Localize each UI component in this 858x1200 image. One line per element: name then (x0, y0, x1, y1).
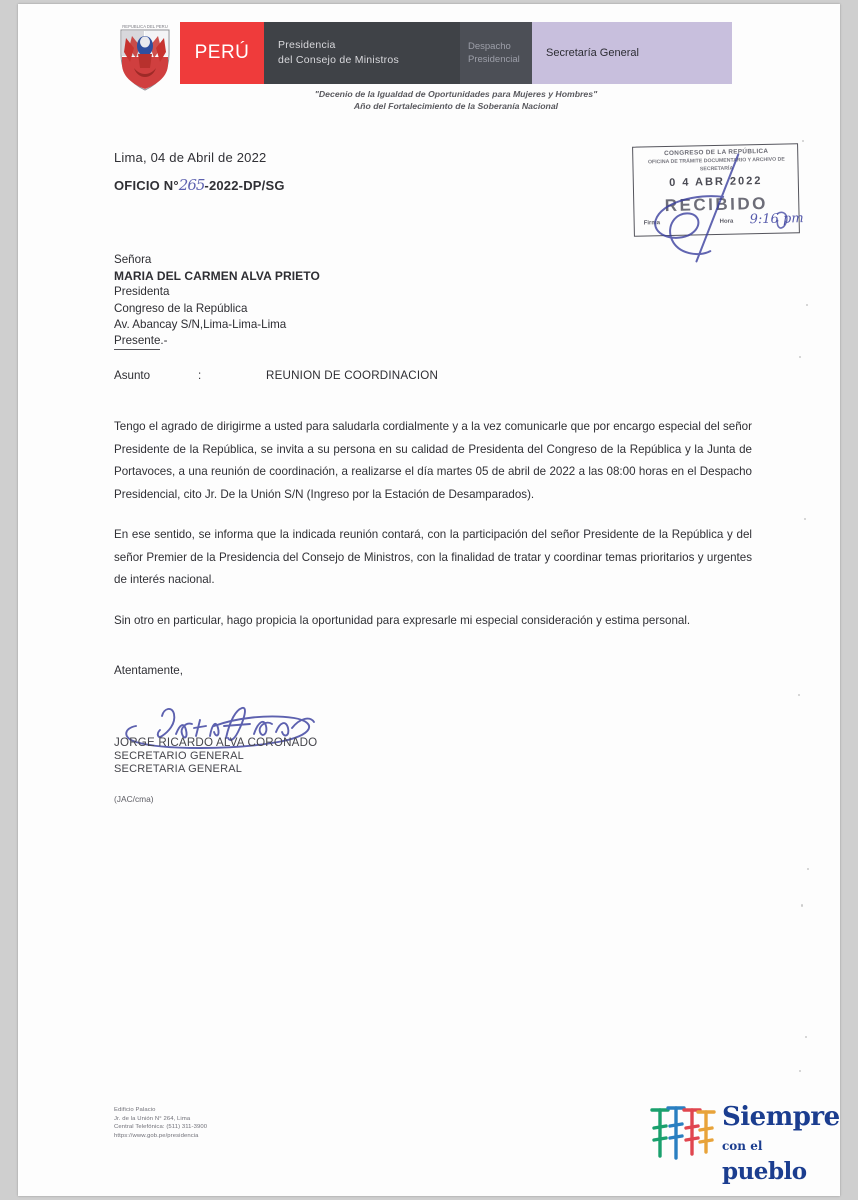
scan-speck (806, 304, 808, 306)
secretaria-general-label: Secretaría General (546, 47, 639, 59)
slogan-line-2: Año del Fortalecimiento de la Soberanía Nacional (353, 101, 559, 111)
logo-wordmark (722, 1104, 840, 1184)
stamp-status-recibido: RECIBIDO (664, 193, 769, 216)
signer-identity (114, 736, 317, 777)
addressee-address: Av. Abancay S/N,Lima-Lima-Lima (114, 317, 287, 331)
body-paragraph-1: Tengo el agrado de dirigirme a usted para saludarla cordialmente y a la vez comunicarle que por encargo especial del señor Presidente de la República, se invita a su persona en su calidad de Presidenta del Congreso de la República y la Junta de Portavoces, a una reunión de coordinación, a realizarse el día martes 05 de abril de 2022 a las 08:00 horas en el Despacho Presidencial, cito Jr. De la Unión S/N (Ingreso por la Estación de Desamparados). (114, 420, 752, 501)
siempre-con-el-pueblo-logo (646, 1096, 840, 1185)
signer-title-2: SECRETARIA GENERAL (114, 763, 243, 776)
subject-line (114, 369, 674, 382)
brand-pcm-block (264, 22, 460, 84)
oficio-suffix: -2022-DP/SG (204, 178, 285, 193)
body-paragraph-3: Sin otro en particular, hago propicia la oportunidad para expresarle mi especial consideración y estima personal. (114, 613, 691, 627)
signer-name: JORGE RICARDO ALVA CORONADO (114, 736, 318, 749)
footer-line-3: Central Telefónica: (511) 311-3900 (114, 1124, 208, 1131)
brand-peru-label: PERÚ (194, 42, 250, 63)
document-page (18, 4, 840, 1196)
logo-strokes-icon (648, 1102, 718, 1164)
subject-colon: : (198, 369, 202, 382)
letter-body (114, 416, 752, 650)
addressee-institution: Congreso de la República (114, 301, 248, 315)
reception-stamp (626, 141, 805, 240)
signature-block (114, 698, 494, 818)
date-and-reference (114, 150, 285, 194)
scan-speck (798, 694, 800, 696)
valediction: Atentamente, (114, 664, 183, 677)
oficio-number-handwritten: 265 (178, 176, 205, 194)
logo-line-2 (722, 1130, 840, 1184)
footer-line-1: Edificio Palacio (114, 1107, 156, 1113)
addressee-present-line (114, 333, 320, 350)
logo-line-2-big: pueblo (722, 1158, 807, 1185)
ministry-brand-bar (180, 22, 732, 84)
stamp-date: 0 4 ABR 2022 (669, 175, 763, 189)
brand-secretaria-block (532, 22, 732, 84)
place-date: Lima, 04 de Abril de 2022 (114, 150, 267, 165)
footer-line-2: Jr. de la Unión N° 264, Lima (114, 1115, 191, 1122)
footer-address (114, 1106, 207, 1140)
body-paragraph-2: En ese sentido, se informa que la indicada reunión contará, con la participación del señor Presidente de la República y del señor Premier de la Presidencia del Consejo de Ministros, con la finalidad de tratar y coordinar temas prioritarios y urgentes de interés nacional. (114, 528, 752, 586)
scan-speck (799, 356, 801, 358)
stamp-hora-label: Hora (719, 218, 734, 225)
brand-despacho-block (460, 22, 532, 84)
national-slogans (180, 88, 732, 112)
addressee-salutation: Señora (114, 253, 152, 266)
stamp-title-block (640, 147, 792, 174)
typist-initials: (JAC/cma) (114, 794, 154, 804)
stamp-office: OFICINA DE TRÁMITE DOCUMENTARIO Y ARCHIVO DE SECRETARÍA (647, 156, 785, 173)
peru-coat-of-arms-icon (114, 18, 176, 92)
scan-speck (801, 904, 803, 907)
oficio-reference (114, 176, 285, 194)
stamp-firma-label: Firma (643, 220, 661, 227)
footer-website[interactable]: https://www.gob.pe/presidencia (114, 1132, 199, 1139)
letterhead (114, 16, 744, 111)
svg-text:REPUBLICA DEL PERU: REPUBLICA DEL PERU (122, 24, 168, 29)
addressee-block (114, 252, 320, 350)
present-word: Presente (114, 333, 160, 350)
logo-line-2-small: con el (722, 1139, 763, 1153)
scan-speck (799, 1070, 801, 1072)
brand-peru-block (180, 22, 264, 84)
slogan-line-1: "Decenio de la Igualdad de Oportunidades para Mujeres y Hombres" (314, 89, 598, 99)
addressee-title: Presidenta (114, 285, 170, 299)
despacho-line-1: Despacho (468, 41, 511, 52)
pcm-line-1: Presidencia (278, 39, 336, 51)
stamp-hora-value: 9:16 pm (749, 211, 804, 228)
scan-speck (805, 1036, 807, 1038)
addressee-name: MARIA DEL CARMEN ALVA PRIETO (114, 269, 320, 284)
despacho-line-2: Presidencial (468, 54, 520, 65)
signer-title-1: SECRETARIO GENERAL (114, 749, 244, 762)
scan-speck (804, 518, 806, 520)
present-dash: .- (160, 334, 168, 348)
logo-line-1: Siempre (722, 1102, 840, 1132)
stamp-institution: CONGRESO DE LA REPÚBLICA (664, 147, 769, 158)
oficio-prefix: OFICIO N° (114, 178, 179, 193)
subject-value: REUNION DE COORDINACION (266, 369, 439, 382)
scan-speck (807, 868, 809, 870)
subject-label: Asunto (114, 369, 151, 382)
pcm-line-2: del Consejo de Ministros (278, 54, 399, 66)
